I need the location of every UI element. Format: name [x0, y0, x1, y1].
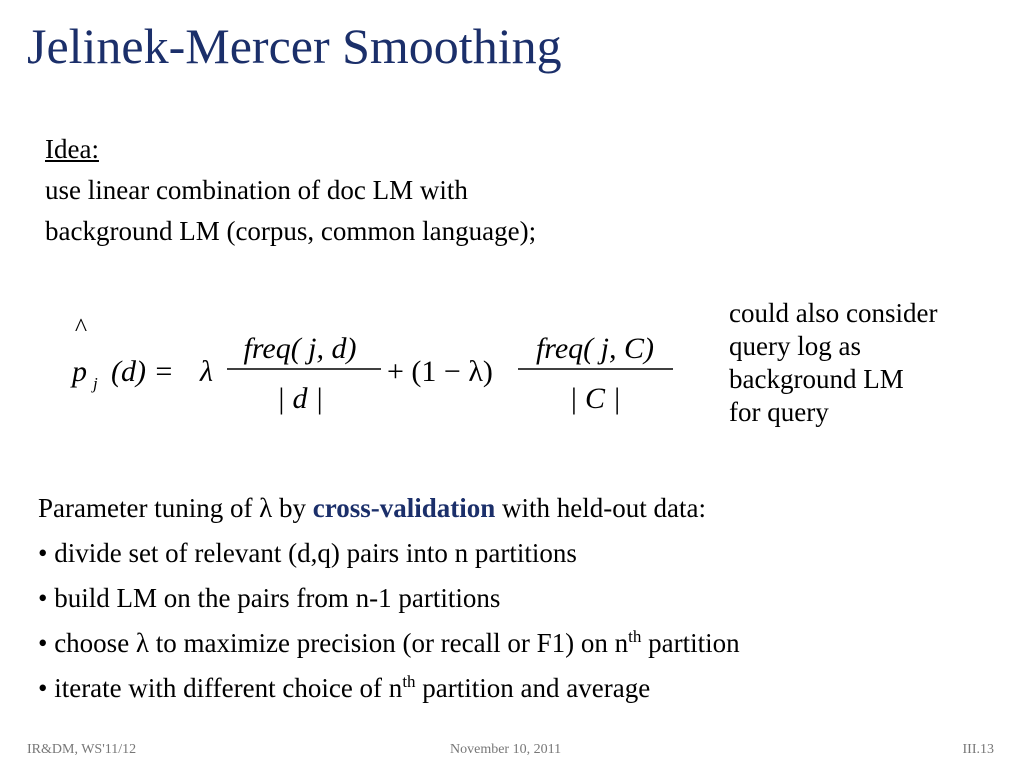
tuning-bullet-3-superscript: th: [628, 627, 642, 646]
tuning-bullet-3-suffix: partition: [648, 628, 740, 658]
tuning-bullet-4-prefix: • iterate with different choice of n: [38, 673, 403, 703]
tuning-bullet-3-prefix: • choose λ to maximize precision (or recall or F1) on n: [38, 628, 629, 658]
slide-title: Jelinek-Mercer Smoothing: [27, 18, 562, 74]
tuning-section: [38, 486, 740, 711]
tuning-bullet-1: • divide set of relevant (d,q) pairs into n partitions: [38, 538, 577, 568]
footer-date: November 10, 2011: [450, 742, 562, 757]
idea-heading: Idea:: [45, 134, 99, 164]
side-note-line-2: query log as: [729, 331, 861, 361]
tuning-bullet-2: • build LM on the pairs from n-1 partitions: [38, 583, 501, 613]
cross-validation-term: cross-validation: [312, 493, 496, 523]
formula-subscript-j: j: [93, 374, 98, 393]
formula-numerator-2: freq( j, C): [535, 332, 655, 365]
smoothing-formula: [55, 318, 715, 428]
idea-line-1: use linear combination of doc LM with: [45, 175, 468, 205]
tuning-intro: [38, 486, 740, 531]
footer-slide-number: III.13: [962, 742, 994, 757]
formula-denominator-2: | C |: [569, 382, 621, 415]
formula-hat: ^: [74, 318, 88, 342]
formula-lambda: λ: [200, 355, 213, 388]
formula-lhs-arg: (d) =: [111, 355, 174, 388]
side-note-line-1: could also consider: [729, 298, 938, 328]
tuning-intro-suffix: with held-out data:: [502, 493, 706, 523]
side-note-line-3: background LM: [729, 364, 904, 394]
tuning-bullet-3: [38, 621, 740, 666]
tuning-bullet-4: [38, 666, 740, 711]
tuning-bullet-4-superscript: th: [402, 672, 416, 691]
formula-denominator-1: | d |: [276, 382, 324, 415]
formula-numerator-1: freq( j, d): [243, 332, 357, 365]
idea-line-2: background LM (corpus, common language);: [45, 216, 537, 246]
tuning-intro-prefix: Parameter tuning of λ by: [38, 493, 307, 523]
formula-p: p: [72, 355, 87, 388]
side-note-line-4: for query: [729, 397, 829, 427]
footer-course: IR&DM, WS'11/12: [27, 742, 137, 757]
tuning-bullet-4-suffix: partition and average: [422, 673, 651, 703]
idea-block: [45, 129, 536, 252]
side-note: [729, 297, 937, 429]
formula-svg: [55, 318, 715, 428]
formula-one-minus-lambda: + (1 − λ): [387, 355, 493, 388]
